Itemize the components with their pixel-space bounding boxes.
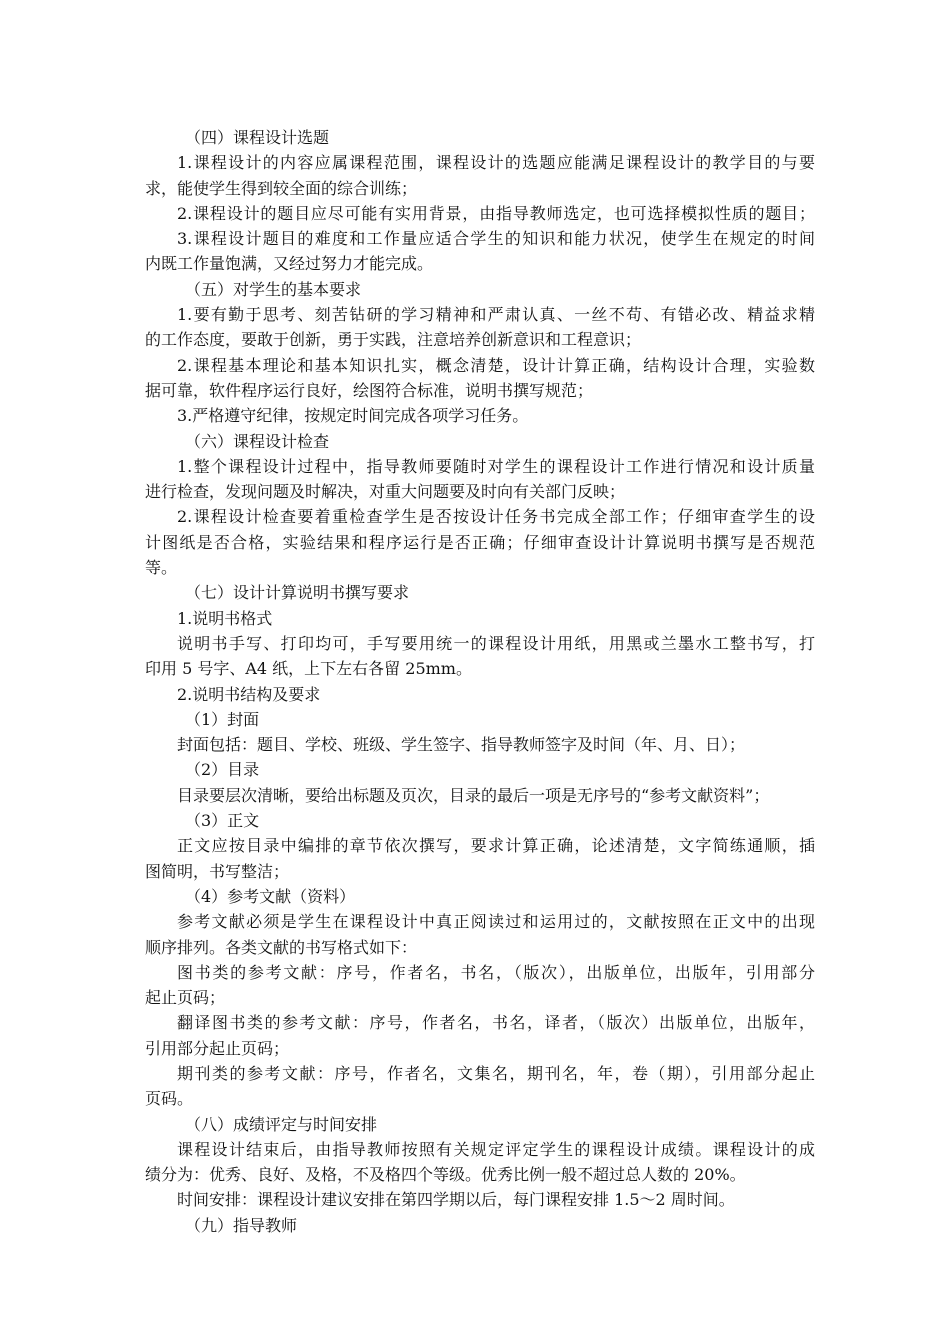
text-line: 说明书手写、打印均可，手写要用统一的课程设计用纸，用黑或兰墨水工整书写，打 <box>177 633 815 653</box>
text-line: 求，能使学生得到较全面的综合训练； <box>145 178 418 198</box>
text-line: 翻译图书类的参考文献：序号，作者名，书名，译者，（版次）出版单位，出版年， <box>177 1013 815 1033</box>
text-line: （六）课程设计检查 <box>185 431 330 451</box>
text-line: 计图纸是否合格，实验结果和程序运行是否正确；仔细审查设计计算说明书撰写是否规范 <box>145 532 815 552</box>
text-line: 课程设计结束后，由指导教师按照有关规定评定学生的课程设计成绩。课程设计的成 <box>177 1139 815 1159</box>
text-line: 内既工作量饱满，又经过努力才能完成。 <box>145 254 434 274</box>
text-line: 1.要有勤于思考、刻苦钻研的学习精神和严肃认真、一丝不苟、有错必改、精益求精 <box>177 305 815 325</box>
text-line: 绩分为：优秀、良好、及格，不及格四个等级。优秀比例一般不超过总人数的 20%。 <box>145 1165 746 1185</box>
text-line: 3.严格遵守纪律，按规定时间完成各项学习任务。 <box>177 406 529 426</box>
text-line: 封面包括：题目、学校、班级、学生签字、指导教师签字及时间（年、月、日）； <box>177 735 746 755</box>
text-line: （4）参考文献（资料） <box>185 886 356 906</box>
text-line: 印用 5 号字、A4 纸，上下左右各留 25mm。 <box>145 659 472 679</box>
text-line: （1）封面 <box>185 709 260 729</box>
text-line: 图简明，书写整洁； <box>145 861 290 881</box>
text-line: （3）正文 <box>185 811 260 831</box>
text-line: （七）设计计算说明书撰写要求 <box>185 583 410 603</box>
text-line: 据可靠，软件程序运行良好，绘图符合标准，说明书撰写规范； <box>145 380 594 400</box>
text-line: 1.说明书格式 <box>177 608 273 628</box>
text-line: 页码。 <box>145 1089 194 1109</box>
text-line: 图书类的参考文献：序号，作者名，书名，（版次），出版单位，出版年，引用部分 <box>177 962 815 982</box>
text-line: 进行检查，发现问题及时解决，对重大问题要及时向有关部门反映； <box>145 482 626 502</box>
text-line: 参考文献必须是学生在课程设计中真正阅读过和运用过的，文献按照在正文中的出现 <box>177 912 815 932</box>
text-line: 1.整个课程设计过程中，指导教师要随时对学生的课程设计工作进行情况和设计质量 <box>177 456 815 476</box>
text-line: 2.课程设计检查要着重检查学生是否按设计任务书完成全部工作；仔细审查学生的设 <box>177 507 815 527</box>
text-line: 时间安排：课程设计建议安排在第四学期以后，每门课程安排 1.5～2 周时间。 <box>177 1190 735 1210</box>
text-line: 引用部分起止页码； <box>145 1038 290 1058</box>
text-line: （四）课程设计选题 <box>185 128 330 147</box>
text-line: （九）指导教师 <box>185 1215 298 1235</box>
text-line: 的工作态度，要敢于创新，勇于实践，注意培养创新意识和工程意识； <box>145 330 642 350</box>
text-line: 正文应按目录中编排的章节依次撰写，要求计算正确，论述清楚，文字简练通顺，插 <box>177 836 815 856</box>
document-page <box>145 125 815 1238</box>
text-line: （2）目录 <box>185 760 260 780</box>
text-line: 3.课程设计题目的难度和工作量应适合学生的知识和能力状况，使学生在规定的时间 <box>177 229 815 249</box>
text-line: （五）对学生的基本要求 <box>185 279 362 299</box>
text-line: 2.课程基本理论和基本知识扎实，概念清楚，设计计算正确，结构设计合理，实验数 <box>177 355 815 375</box>
text-line: 期刊类的参考文献：序号，作者名，文集名，期刊名，年，卷（期），引用部分起止 <box>177 1063 815 1083</box>
text-line: 起止页码； <box>145 988 226 1008</box>
text-line: 目录要层次清晰，要给出标题及页次，目录的最后一项是无序号的“参考文献资料”； <box>177 785 770 805</box>
text-line: （八）成绩评定与时间安排 <box>185 1114 378 1134</box>
text-line: 等。 <box>145 558 178 578</box>
text-line: 2.课程设计的题目应尽可能有实用背景，由指导教师选定，也可选择模拟性质的题目； <box>177 203 815 223</box>
text-line: 顺序排列。各类文献的书写格式如下： <box>145 937 418 957</box>
text-line: 2.说明书结构及要求 <box>177 684 321 704</box>
text-line: 1.课程设计的内容应属课程范围，课程设计的选题应能满足课程设计的教学目的与要 <box>177 153 815 173</box>
